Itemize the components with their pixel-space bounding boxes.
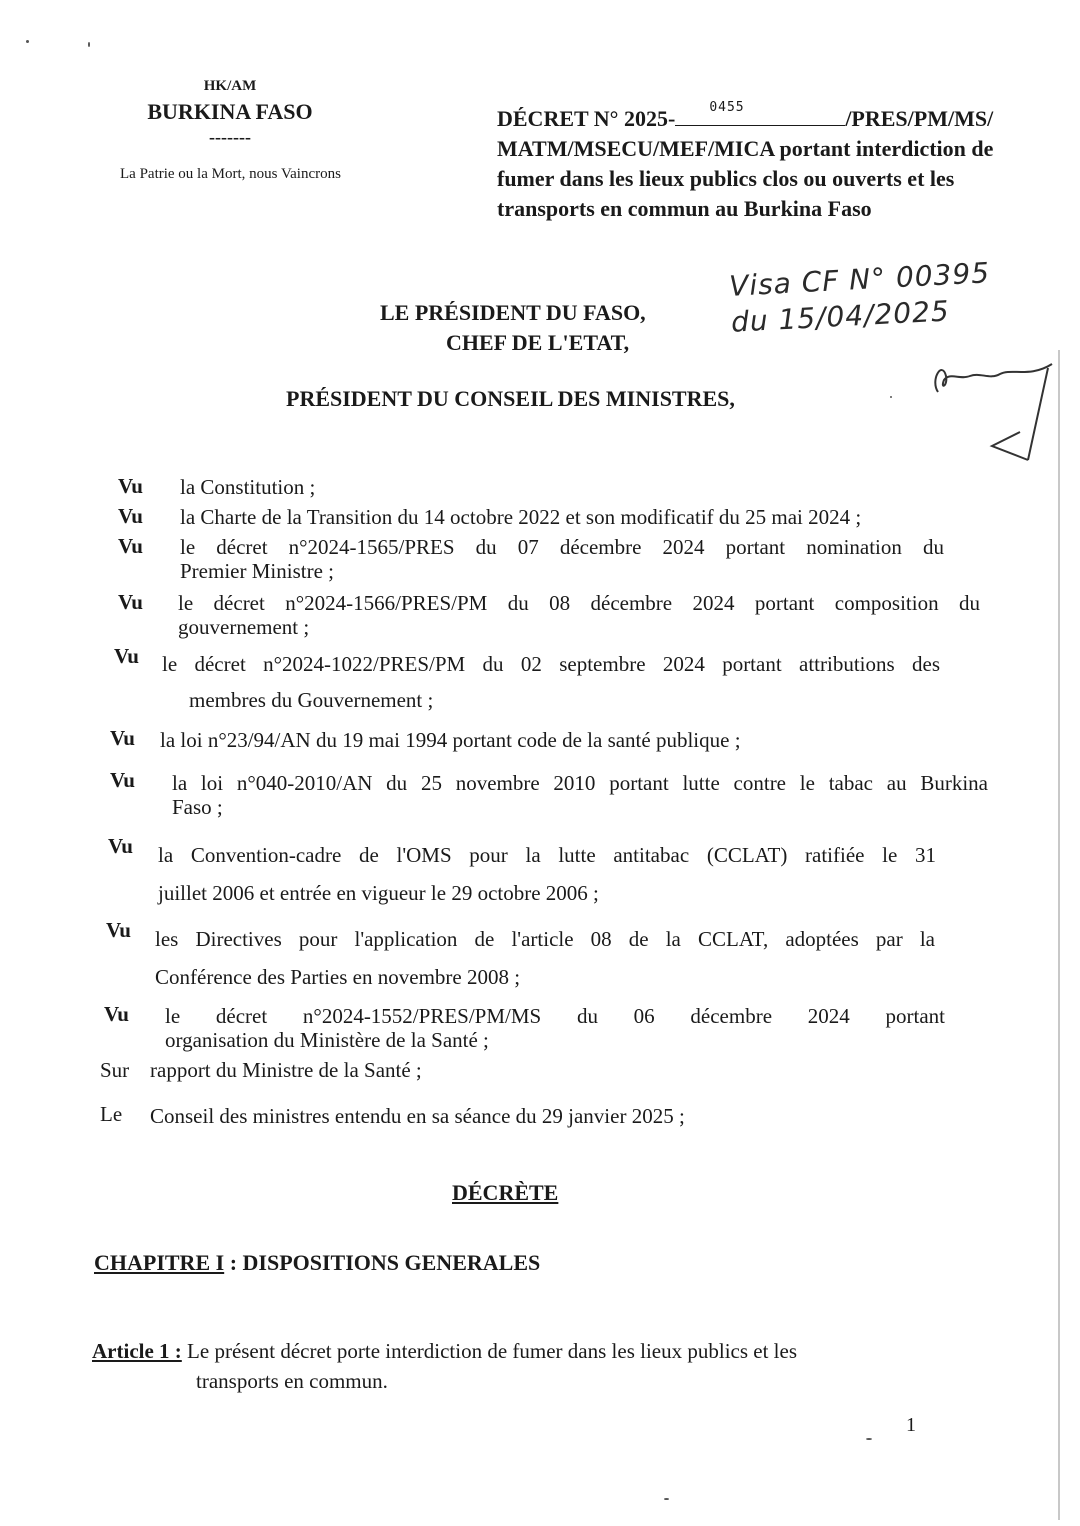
scan-speck bbox=[88, 42, 90, 47]
vu-line: la Convention-cadre de l'OMS pour la lutte antitabac (CCLAT) ratifiée le 31 bbox=[158, 843, 936, 867]
vu-label: Vu bbox=[114, 644, 139, 668]
article-text-line1: Le présent décret porte interdiction de fumer dans les lieux publics et les bbox=[181, 1339, 798, 1363]
president-title-line2: CHEF DE L'ETAT, bbox=[446, 330, 630, 355]
vu-line: le décret n°2024-1022/PRES/PM du 02 septembre 2024 portant attributions des bbox=[162, 652, 940, 676]
vu-label: Vu bbox=[118, 534, 143, 558]
scan-speck bbox=[26, 40, 29, 43]
decree-title-line2: MATM/MSECU/MEF/MICA portant interdiction de bbox=[497, 136, 994, 161]
vu-text bbox=[165, 1004, 945, 1052]
vu-text bbox=[158, 836, 936, 912]
vu-line: Conférence des Parties en novembre 2008 ; bbox=[155, 965, 521, 989]
issuer-block bbox=[120, 78, 340, 145]
vu-line: le décret n°2024-1565/PRES du 07 décembre 2024 portant nomination du bbox=[180, 535, 944, 559]
article-text-line2: transports en commun. bbox=[196, 1369, 388, 1393]
decree-number: 0455 bbox=[709, 100, 745, 115]
vu-label: Vu bbox=[104, 1002, 129, 1026]
decree-title bbox=[497, 100, 1057, 224]
vu-text bbox=[155, 920, 935, 996]
vu-line: organisation du Ministère de la Santé ; bbox=[165, 1028, 489, 1052]
article-label: Article 1 : bbox=[92, 1339, 182, 1363]
visa-number: Visa CF N° 00395 bbox=[728, 256, 991, 303]
vu-text bbox=[162, 646, 940, 718]
decree-title-line3: fumer dans les lieux publics clos ou ouverts et les bbox=[497, 166, 955, 191]
signature-icon bbox=[920, 350, 1070, 470]
vu-text bbox=[180, 535, 944, 583]
sur-label: Sur bbox=[100, 1058, 130, 1082]
vu-text: Conseil des ministres entendu en sa séance du 29 janvier 2025 ; bbox=[150, 1104, 685, 1128]
vu-text: la Constitution ; bbox=[180, 475, 316, 499]
vu-line: gouvernement ; bbox=[178, 615, 310, 639]
decrete-heading: DÉCRÈTE bbox=[452, 1180, 559, 1205]
decree-prefix: DÉCRET N° 2025- bbox=[497, 106, 676, 131]
decree-title-line1 bbox=[497, 100, 1057, 134]
vu-text: la Charte de la Transition du 14 octobre 2022 et son modificatif du 25 mai 2024 ; bbox=[180, 505, 862, 529]
separator: ------- bbox=[209, 127, 251, 147]
reference-code: HK/AM bbox=[203, 78, 257, 94]
decree-number-blank bbox=[675, 100, 845, 126]
vu-text: la loi n°23/94/AN du 19 mai 1994 portant code de la santé publique ; bbox=[160, 728, 741, 752]
vu-line: membres du Gouvernement ; bbox=[189, 688, 434, 712]
vu-line: les Directives pour l'application de l'article 08 de la CCLAT, adoptées par la bbox=[155, 927, 935, 951]
vu-line: Premier Ministre ; bbox=[180, 559, 334, 583]
vu-line: Faso ; bbox=[172, 795, 223, 819]
vu-label: Vu bbox=[118, 590, 143, 614]
scan-speck bbox=[664, 1498, 669, 1500]
chapter-heading bbox=[94, 1250, 540, 1276]
vu-text bbox=[178, 591, 980, 639]
vu-label: Vu bbox=[106, 918, 131, 942]
vu-label: Vu bbox=[108, 834, 133, 858]
chapter-label: CHAPITRE I bbox=[94, 1250, 225, 1275]
article-1 bbox=[92, 1336, 932, 1396]
vu-text bbox=[172, 771, 988, 819]
decree-suffix: /PRES/PM/MS/ bbox=[845, 106, 994, 131]
vu-label: Vu bbox=[118, 504, 143, 528]
visa-date: du 15/04/2025 bbox=[730, 294, 951, 339]
national-motto: La Patrie ou la Mort, nous Vaincrons bbox=[120, 166, 341, 182]
decree-title-line4: transports en commun au Burkina Faso bbox=[497, 196, 872, 221]
vu-label: Vu bbox=[110, 768, 135, 792]
chapter-title: : DISPOSITIONS GENERALES bbox=[224, 1250, 541, 1275]
vu-line: le décret n°2024-1552/PRES/PM/MS du 06 décembre 2024 portant bbox=[165, 1004, 945, 1028]
le-label: Le bbox=[100, 1102, 123, 1126]
president-title-line1: LE PRÉSIDENT DU FASO, bbox=[380, 300, 646, 325]
vu-text: rapport du Ministre de la Santé ; bbox=[150, 1058, 422, 1082]
scan-speck bbox=[866, 1438, 872, 1440]
vu-line: juillet 2006 et entrée en vigueur le 29 octobre 2006 ; bbox=[158, 881, 599, 905]
vu-label: Vu bbox=[118, 474, 143, 498]
handwritten-visa bbox=[728, 255, 992, 341]
president-title-line3: PRÉSIDENT DU CONSEIL DES MINISTRES, bbox=[286, 386, 735, 411]
vu-line: la loi n°040-2010/AN du 25 novembre 2010 portant lutte contre le tabac au Burkina bbox=[172, 771, 988, 795]
country-name: BURKINA FASO bbox=[147, 99, 313, 124]
page-number: 1 bbox=[906, 1414, 916, 1436]
vu-label: Vu bbox=[110, 726, 135, 750]
vu-line: le décret n°2024-1566/PRES/PM du 08 décembre 2024 portant composition du bbox=[178, 591, 980, 615]
scan-edge-line bbox=[1058, 350, 1060, 1520]
scan-speck bbox=[890, 396, 892, 398]
